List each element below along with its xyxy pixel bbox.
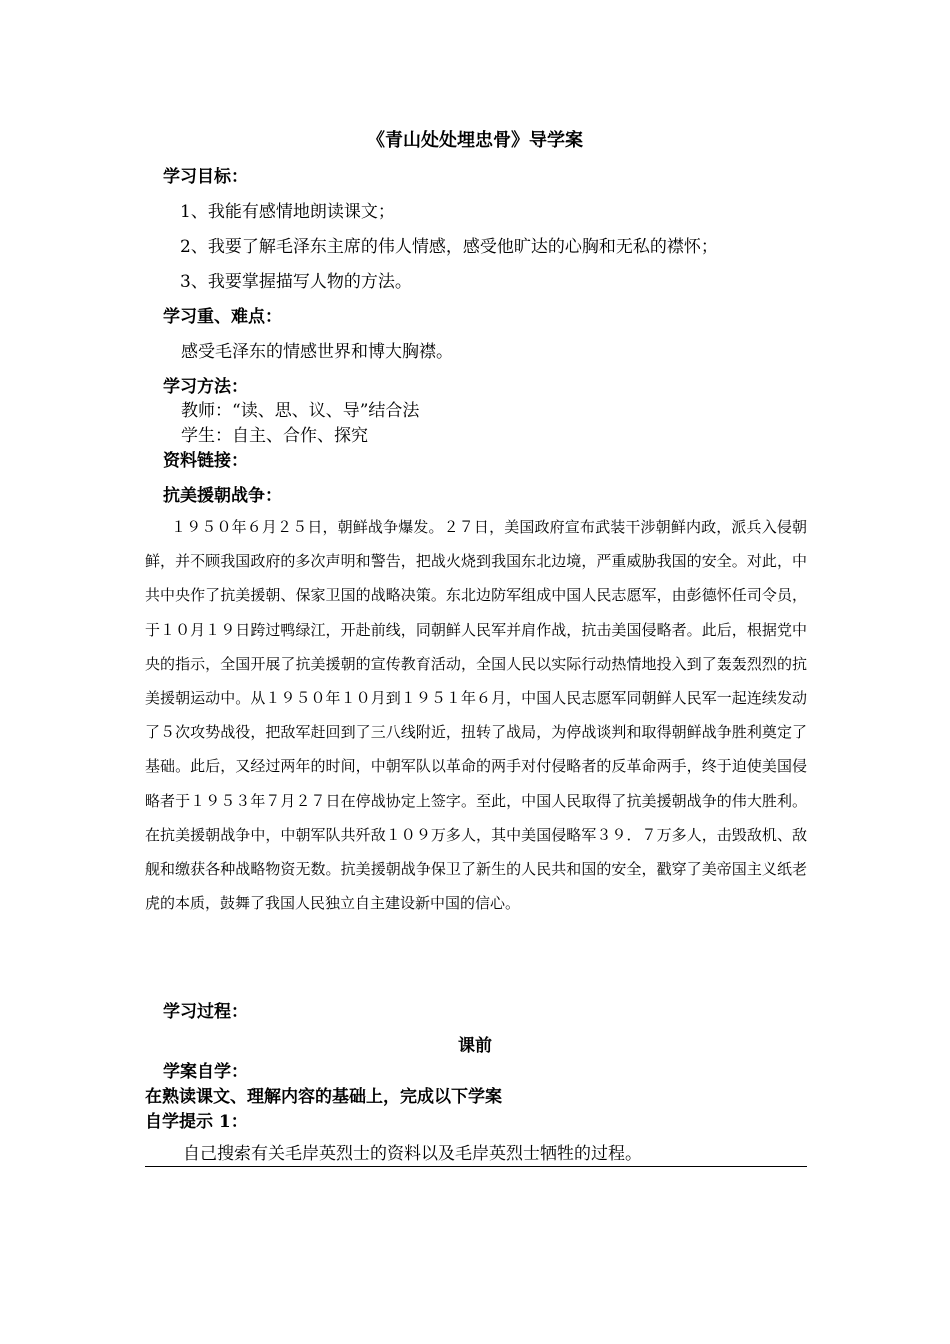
keypoints-text: 感受毛泽东的情感世界和博大胸襟。 — [181, 342, 453, 362]
objective-item-1: 1、我能有感情地朗读课文； — [180, 202, 395, 222]
war-heading: 抗美援朝战争： — [163, 486, 282, 506]
document-title: 《青山处处埋忠骨》导学案 — [367, 130, 583, 151]
selfstudy-heading: 学案自学： — [163, 1062, 248, 1082]
keypoints-heading: 学习重、难点： — [163, 307, 282, 327]
methods-student: 学生：自主、合作、探究 — [181, 426, 368, 446]
methods-teacher: 教师：“读、思、议、导”结合法 — [181, 401, 420, 421]
objective-item-3: 3、我要掌握描写人物的方法。 — [180, 272, 412, 292]
underline-rule — [145, 1166, 807, 1167]
instruction-text: 在熟读课文、理解内容的基础上，完成以下学案 — [145, 1087, 502, 1107]
hint-text: 自己搜索有关毛岸英烈士的资料以及毛岸英烈士牺牲的过程。 — [183, 1144, 642, 1164]
war-paragraph — [145, 510, 807, 920]
process-heading: 学习过程： — [163, 1002, 248, 1022]
objective-item-2: 2、我要了解毛泽东主席的伟人情感，感受他旷达的心胸和无私的襟怀； — [180, 237, 718, 257]
objectives-heading: 学习目标： — [163, 167, 248, 187]
links-heading: 资料链接： — [163, 451, 248, 471]
war-text: １９５０年６月２５日，朝鲜战争爆发。２７日，美国政府宣布武装干涉朝鲜内政，派兵入侵朝鲜，并不顾我国政府的多次声明和警告，把战火烧到我国东北边境，严重威胁我国的安全。对此，中共中央作了抗美援朝、保家卫国的战略决策。东北边防军组成中国人民志愿军，由彭德怀任司令员，于１０月１９日跨过鸭绿江，开赴前线，同朝鲜人民军并肩作战，抗击美国侵略者。此后，根据党中央的指示，全国开展了抗美援朝的宣传教育活动，全国人民以实际行动热情地投入到了轰轰烈烈的抗美援朝运动中。从１９５０年１０月到１９５１年６月，中国人民志愿军同朝鲜人民军一起连续发动了５次攻势战役，把敌军赶回到了三八线附近，扭转了战局，为停战谈判和取得朝鲜战争胜利奠定了基础。此后，又经过两年的时间，中朝军队以革命的两手对付侵略者的反革命两手，终于迫使美国侵略者于１９５３年７月２７日在停战协定上签字。至此，中国人民取得了抗美援朝战争的伟大胜利。在抗美援朝战争中，中朝军队共歼敌１０９万多人，其中美国侵略军３９．７万多人，击毁敌机、敌舰和缴获各种战略物资无数。抗美援朝战争保卫了新生的人民共和国的安全，戳穿了美帝国主义纸老虎的本质，鼓舞了我国人民独立自主建设新中国的信心。 — [145, 518, 807, 913]
methods-heading: 学习方法： — [163, 377, 248, 397]
section-title: 课前 — [458, 1036, 492, 1056]
hint-heading: 自学提示 1： — [145, 1112, 248, 1132]
